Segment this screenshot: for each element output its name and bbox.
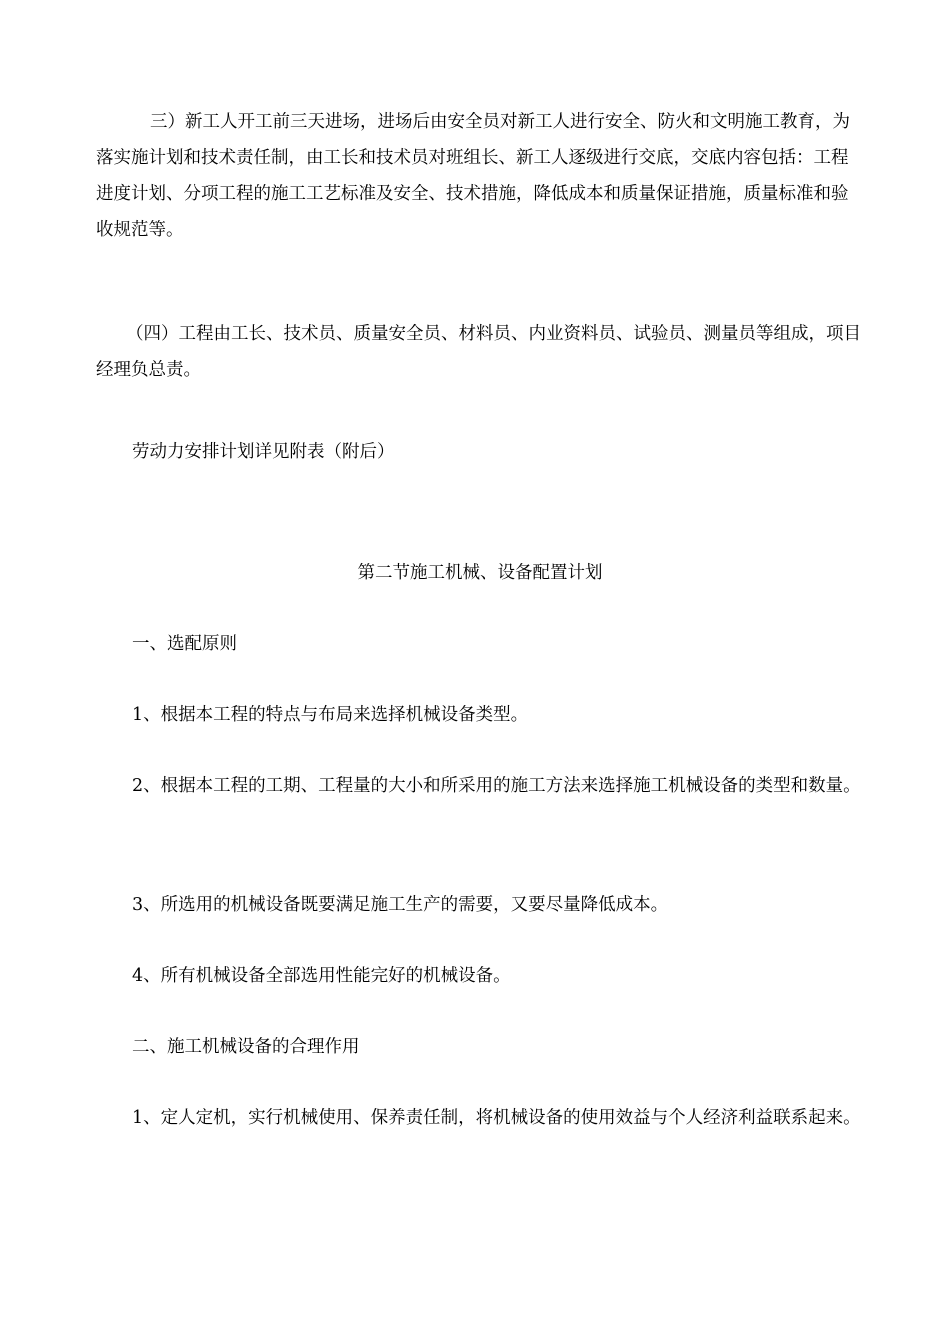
- list-item-2: 2、根据本工程的工期、工程量的大小和所采用的施工方法来选择施工机械设备的类型和数量。: [132, 776, 861, 796]
- paragraph-labor-plan-note: 劳动力安排计划详见附表（附后）: [132, 442, 395, 462]
- paragraph-project-team: （四）工程由工长、技术员、质量安全员、材料员、内业资料员、试验员、测量员等组成，项目经理负总责。: [96, 324, 861, 380]
- list-item-3: 3、所选用的机械设备既要满足施工生产的需要，又要尽量降低成本。: [132, 895, 669, 915]
- list-item-1: 1、根据本工程的特点与布局来选择机械设备类型。: [132, 705, 529, 725]
- subheading-equipment-usage: 二、施工机械设备的合理作用: [132, 1037, 360, 1057]
- list-item-5: 1、定人定机，实行机械使用、保养责任制，将机械设备的使用效益与个人经济利益联系起来。: [132, 1108, 861, 1128]
- section-title: 第二节施工机械、设备配置计划: [357, 563, 603, 583]
- paragraph-new-worker-training: 三）新工人开工前三天进场，进场后由安全员对新工人进行安全、防火和文明施工教育，为落实施计划和技术责任制，由工长和技术员对班组长、新工人逐级进行交底，交底内容包括：工程进度计划、分项工程的施工工艺标准及安全、技术措施，降低成本和质量保证措施，质量标准和验收规范等。: [96, 112, 850, 240]
- list-item-4: 4、所有机械设备全部选用性能完好的机械设备。: [132, 966, 511, 986]
- subheading-selection-principles: 一、选配原则: [132, 634, 237, 654]
